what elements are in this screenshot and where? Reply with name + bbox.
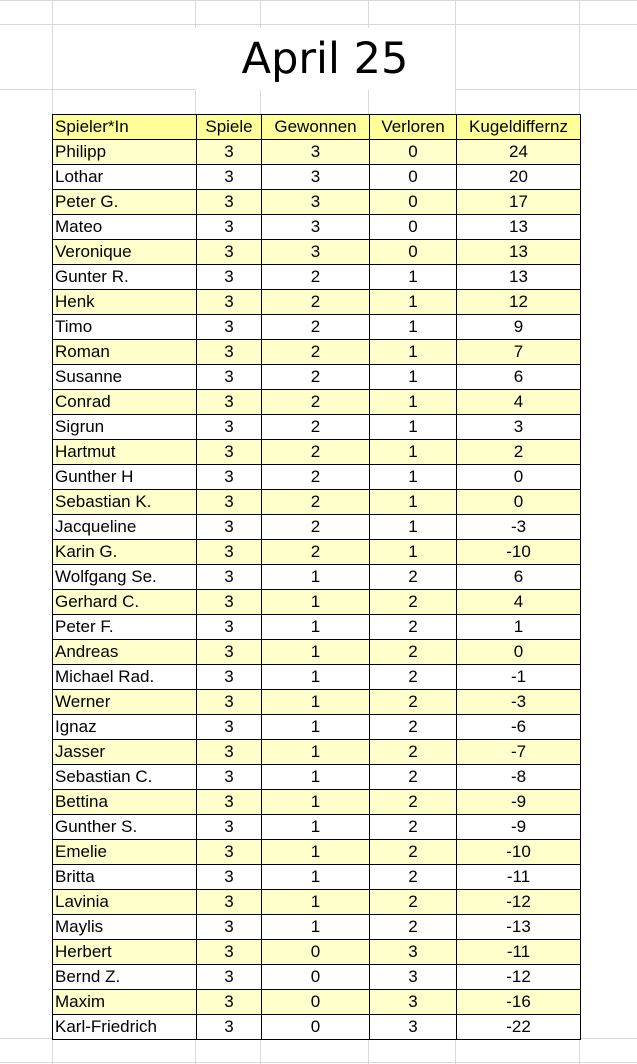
ball-difference-cell[interactable]: -3 bbox=[457, 690, 581, 715]
header-cell-gewonnen[interactable]: Gewonnen bbox=[262, 115, 370, 140]
won-cell[interactable]: 0 bbox=[262, 940, 370, 965]
table-row bbox=[53, 390, 581, 415]
lost-cell[interactable]: 1 bbox=[370, 390, 457, 415]
player-name-cell[interactable]: Maxim bbox=[53, 990, 197, 1015]
table-row bbox=[53, 365, 581, 390]
player-name-cell[interactable]: Hartmut bbox=[53, 440, 197, 465]
header-row bbox=[53, 115, 581, 140]
games-cell[interactable]: 3 bbox=[197, 890, 262, 915]
table-row bbox=[53, 340, 581, 365]
table-row bbox=[53, 565, 581, 590]
games-cell[interactable]: 3 bbox=[197, 590, 262, 615]
games-cell[interactable]: 3 bbox=[197, 815, 262, 840]
lost-cell[interactable]: 1 bbox=[370, 415, 457, 440]
games-cell[interactable]: 3 bbox=[197, 240, 262, 265]
won-cell[interactable]: 2 bbox=[262, 315, 370, 340]
table-row bbox=[53, 165, 581, 190]
won-cell[interactable]: 3 bbox=[262, 165, 370, 190]
ball-difference-cell[interactable]: -12 bbox=[457, 965, 581, 990]
table-row bbox=[53, 715, 581, 740]
games-cell[interactable]: 3 bbox=[197, 665, 262, 690]
player-name-cell[interactable]: Mateo bbox=[53, 215, 197, 240]
player-name-cell[interactable]: Gunther H bbox=[53, 465, 197, 490]
won-cell[interactable]: 1 bbox=[262, 840, 370, 865]
standings-body bbox=[53, 140, 581, 1040]
ball-difference-cell[interactable]: 12 bbox=[457, 290, 581, 315]
ball-difference-cell[interactable]: 4 bbox=[457, 590, 581, 615]
table-row bbox=[53, 865, 581, 890]
lost-cell[interactable]: 2 bbox=[370, 740, 457, 765]
table-row bbox=[53, 615, 581, 640]
table-row bbox=[53, 290, 581, 315]
games-cell[interactable]: 3 bbox=[197, 715, 262, 740]
player-name-cell[interactable]: Sebastian C. bbox=[53, 765, 197, 790]
ball-difference-cell[interactable]: 17 bbox=[457, 190, 581, 215]
gridline bbox=[0, 1062, 637, 1063]
ball-difference-cell[interactable]: 6 bbox=[457, 565, 581, 590]
table-row bbox=[53, 640, 581, 665]
player-name-cell[interactable]: Jacqueline bbox=[53, 515, 197, 540]
lost-cell[interactable]: 1 bbox=[370, 315, 457, 340]
games-cell[interactable]: 3 bbox=[197, 915, 262, 940]
lost-cell[interactable]: 3 bbox=[370, 965, 457, 990]
games-cell[interactable]: 3 bbox=[197, 865, 262, 890]
games-cell[interactable]: 3 bbox=[197, 165, 262, 190]
table-row bbox=[53, 765, 581, 790]
lost-cell[interactable]: 2 bbox=[370, 565, 457, 590]
lost-cell[interactable]: 1 bbox=[370, 515, 457, 540]
games-cell[interactable]: 3 bbox=[197, 215, 262, 240]
ball-difference-cell[interactable]: -10 bbox=[457, 840, 581, 865]
table-row bbox=[53, 665, 581, 690]
table-row bbox=[53, 965, 581, 990]
games-cell[interactable]: 3 bbox=[197, 615, 262, 640]
won-cell[interactable]: 0 bbox=[262, 990, 370, 1015]
won-cell[interactable]: 2 bbox=[262, 340, 370, 365]
ball-difference-cell[interactable]: -22 bbox=[457, 1015, 581, 1040]
ball-difference-cell[interactable]: -12 bbox=[457, 890, 581, 915]
ball-difference-cell[interactable]: 0 bbox=[457, 465, 581, 490]
lost-cell[interactable]: 2 bbox=[370, 915, 457, 940]
ball-difference-cell[interactable]: 6 bbox=[457, 365, 581, 390]
table-row bbox=[53, 465, 581, 490]
ball-difference-cell[interactable]: -7 bbox=[457, 740, 581, 765]
ball-difference-cell[interactable]: 20 bbox=[457, 165, 581, 190]
games-cell[interactable]: 3 bbox=[197, 290, 262, 315]
won-cell[interactable]: 3 bbox=[262, 215, 370, 240]
games-cell[interactable]: 3 bbox=[197, 440, 262, 465]
table-row bbox=[53, 490, 581, 515]
table-row bbox=[53, 315, 581, 340]
player-name-cell[interactable]: Jasser bbox=[53, 740, 197, 765]
won-cell[interactable]: 2 bbox=[262, 265, 370, 290]
ball-difference-cell[interactable]: -16 bbox=[457, 990, 581, 1015]
table-row bbox=[53, 440, 581, 465]
ball-difference-cell[interactable]: -11 bbox=[457, 940, 581, 965]
games-cell[interactable]: 3 bbox=[197, 340, 262, 365]
lost-cell[interactable]: 3 bbox=[370, 940, 457, 965]
table-row bbox=[53, 840, 581, 865]
player-name-cell[interactable]: Bettina bbox=[53, 790, 197, 815]
lost-cell[interactable]: 0 bbox=[370, 140, 457, 165]
header-cell-spieler[interactable]: Spieler*In bbox=[53, 115, 197, 140]
player-name-cell[interactable]: Conrad bbox=[53, 390, 197, 415]
won-cell[interactable]: 1 bbox=[262, 915, 370, 940]
table-row bbox=[53, 940, 581, 965]
gridline bbox=[0, 0, 637, 1]
player-name-cell[interactable]: Henk bbox=[53, 290, 197, 315]
lost-cell[interactable]: 1 bbox=[370, 265, 457, 290]
player-name-cell[interactable]: Ignaz bbox=[53, 715, 197, 740]
player-name-cell[interactable]: Veronique bbox=[53, 240, 197, 265]
games-cell[interactable]: 3 bbox=[197, 740, 262, 765]
player-name-cell[interactable]: Wolfgang Se. bbox=[53, 565, 197, 590]
lost-cell[interactable]: 2 bbox=[370, 815, 457, 840]
table-row bbox=[53, 915, 581, 940]
lost-cell[interactable]: 1 bbox=[370, 440, 457, 465]
player-name-cell[interactable]: Philipp bbox=[53, 140, 197, 165]
lost-cell[interactable]: 2 bbox=[370, 615, 457, 640]
ball-difference-cell[interactable]: -6 bbox=[457, 715, 581, 740]
ball-difference-cell[interactable]: 3 bbox=[457, 415, 581, 440]
won-cell[interactable]: 2 bbox=[262, 440, 370, 465]
lost-cell[interactable]: 2 bbox=[370, 665, 457, 690]
games-cell[interactable]: 3 bbox=[197, 540, 262, 565]
player-name-cell[interactable]: Sebastian K. bbox=[53, 490, 197, 515]
table-row bbox=[53, 215, 581, 240]
won-cell[interactable]: 1 bbox=[262, 615, 370, 640]
table-row bbox=[53, 415, 581, 440]
player-name-cell[interactable]: Maylis bbox=[53, 915, 197, 940]
player-name-cell[interactable]: Britta bbox=[53, 865, 197, 890]
ball-difference-cell[interactable]: 0 bbox=[457, 490, 581, 515]
games-cell[interactable]: 3 bbox=[197, 515, 262, 540]
lost-cell[interactable]: 2 bbox=[370, 840, 457, 865]
lost-cell[interactable]: 1 bbox=[370, 340, 457, 365]
games-cell[interactable]: 3 bbox=[197, 415, 262, 440]
player-name-cell[interactable]: Karin G. bbox=[53, 540, 197, 565]
lost-cell[interactable]: 3 bbox=[370, 990, 457, 1015]
table-row bbox=[53, 515, 581, 540]
won-cell[interactable]: 1 bbox=[262, 715, 370, 740]
header-cell-verloren[interactable]: Verloren bbox=[370, 115, 457, 140]
games-cell[interactable]: 3 bbox=[197, 315, 262, 340]
won-cell[interactable]: 3 bbox=[262, 240, 370, 265]
player-name-cell[interactable]: Roman bbox=[53, 340, 197, 365]
player-name-cell[interactable]: Karl-Friedrich bbox=[53, 1015, 197, 1040]
lost-cell[interactable]: 0 bbox=[370, 240, 457, 265]
won-cell[interactable]: 1 bbox=[262, 790, 370, 815]
table-row bbox=[53, 690, 581, 715]
lost-cell[interactable]: 2 bbox=[370, 590, 457, 615]
table-row bbox=[53, 990, 581, 1015]
ball-difference-cell[interactable]: 24 bbox=[457, 140, 581, 165]
header-cell-kugeldifferenz[interactable]: Kugeldiffernz bbox=[457, 115, 581, 140]
table-row bbox=[53, 190, 581, 215]
lost-cell[interactable]: 2 bbox=[370, 865, 457, 890]
won-cell[interactable]: 2 bbox=[262, 365, 370, 390]
games-cell[interactable]: 3 bbox=[197, 265, 262, 290]
games-cell[interactable]: 3 bbox=[197, 490, 262, 515]
won-cell[interactable]: 2 bbox=[262, 465, 370, 490]
won-cell[interactable]: 2 bbox=[262, 540, 370, 565]
lost-cell[interactable]: 2 bbox=[370, 765, 457, 790]
won-cell[interactable]: 0 bbox=[262, 1015, 370, 1040]
ball-difference-cell[interactable]: -10 bbox=[457, 540, 581, 565]
table-row bbox=[53, 140, 581, 165]
won-cell[interactable]: 1 bbox=[262, 865, 370, 890]
games-cell[interactable]: 3 bbox=[197, 390, 262, 415]
ball-difference-cell[interactable]: 7 bbox=[457, 340, 581, 365]
games-cell[interactable]: 3 bbox=[197, 990, 262, 1015]
player-name-cell[interactable]: Sigrun bbox=[53, 415, 197, 440]
won-cell[interactable]: 1 bbox=[262, 565, 370, 590]
won-cell[interactable]: 2 bbox=[262, 490, 370, 515]
won-cell[interactable]: 1 bbox=[262, 690, 370, 715]
lost-cell[interactable]: 0 bbox=[370, 190, 457, 215]
won-cell[interactable]: 1 bbox=[262, 765, 370, 790]
won-cell[interactable]: 1 bbox=[262, 890, 370, 915]
ball-difference-cell[interactable]: 4 bbox=[457, 390, 581, 415]
games-cell[interactable]: 3 bbox=[197, 465, 262, 490]
gridline bbox=[0, 24, 637, 25]
lost-cell[interactable]: 0 bbox=[370, 165, 457, 190]
won-cell[interactable]: 1 bbox=[262, 740, 370, 765]
won-cell[interactable]: 2 bbox=[262, 515, 370, 540]
games-cell[interactable]: 3 bbox=[197, 765, 262, 790]
player-name-cell[interactable]: Emelie bbox=[53, 840, 197, 865]
standings-table bbox=[52, 114, 581, 1040]
table-row bbox=[53, 590, 581, 615]
player-name-cell[interactable]: Werner bbox=[53, 690, 197, 715]
table-row bbox=[53, 265, 581, 290]
lost-cell[interactable]: 2 bbox=[370, 790, 457, 815]
won-cell[interactable]: 0 bbox=[262, 965, 370, 990]
player-name-cell[interactable]: Peter G. bbox=[53, 190, 197, 215]
won-cell[interactable]: 1 bbox=[262, 640, 370, 665]
lost-cell[interactable]: 2 bbox=[370, 715, 457, 740]
ball-difference-cell[interactable]: 13 bbox=[457, 265, 581, 290]
ball-difference-cell[interactable]: 9 bbox=[457, 315, 581, 340]
table-row bbox=[53, 740, 581, 765]
header-cell-spiele[interactable]: Spiele bbox=[197, 115, 262, 140]
player-name-cell[interactable]: Bernd Z. bbox=[53, 965, 197, 990]
ball-difference-cell[interactable]: 13 bbox=[457, 240, 581, 265]
won-cell[interactable]: 2 bbox=[262, 390, 370, 415]
lost-cell[interactable]: 1 bbox=[370, 365, 457, 390]
player-name-cell[interactable]: Susanne bbox=[53, 365, 197, 390]
games-cell[interactable]: 3 bbox=[197, 365, 262, 390]
player-name-cell[interactable]: Gunther S. bbox=[53, 815, 197, 840]
player-name-cell[interactable]: Timo bbox=[53, 315, 197, 340]
player-name-cell[interactable]: Andreas bbox=[53, 640, 197, 665]
won-cell[interactable]: 3 bbox=[262, 190, 370, 215]
games-cell[interactable]: 3 bbox=[197, 1015, 262, 1040]
games-cell[interactable]: 3 bbox=[197, 940, 262, 965]
ball-difference-cell[interactable]: -9 bbox=[457, 815, 581, 840]
won-cell[interactable]: 1 bbox=[262, 665, 370, 690]
lost-cell[interactable]: 2 bbox=[370, 890, 457, 915]
player-name-cell[interactable]: Gunter R. bbox=[53, 265, 197, 290]
won-cell[interactable]: 1 bbox=[262, 815, 370, 840]
ball-difference-cell[interactable]: -8 bbox=[457, 765, 581, 790]
won-cell[interactable]: 2 bbox=[262, 415, 370, 440]
lost-cell[interactable]: 0 bbox=[370, 215, 457, 240]
games-cell[interactable]: 3 bbox=[197, 690, 262, 715]
lost-cell[interactable]: 2 bbox=[370, 690, 457, 715]
lost-cell[interactable]: 1 bbox=[370, 490, 457, 515]
ball-difference-cell[interactable]: -1 bbox=[457, 665, 581, 690]
ball-difference-cell[interactable]: -9 bbox=[457, 790, 581, 815]
player-name-cell[interactable]: Lavinia bbox=[53, 890, 197, 915]
ball-difference-cell[interactable]: 2 bbox=[457, 440, 581, 465]
table-row bbox=[53, 540, 581, 565]
ball-difference-cell[interactable]: -13 bbox=[457, 915, 581, 940]
won-cell[interactable]: 1 bbox=[262, 590, 370, 615]
lost-cell[interactable]: 1 bbox=[370, 540, 457, 565]
won-cell[interactable]: 2 bbox=[262, 290, 370, 315]
player-name-cell[interactable]: Gerhard C. bbox=[53, 590, 197, 615]
games-cell[interactable]: 3 bbox=[197, 140, 262, 165]
won-cell[interactable]: 3 bbox=[262, 140, 370, 165]
ball-difference-cell[interactable]: -3 bbox=[457, 515, 581, 540]
player-name-cell[interactable]: Herbert bbox=[53, 940, 197, 965]
games-cell[interactable]: 3 bbox=[197, 790, 262, 815]
player-name-cell[interactable]: Peter F. bbox=[53, 615, 197, 640]
sheet-title[interactable]: April 25 bbox=[195, 28, 455, 90]
table-row bbox=[53, 790, 581, 815]
ball-difference-cell[interactable]: -11 bbox=[457, 865, 581, 890]
ball-difference-cell[interactable]: 13 bbox=[457, 215, 581, 240]
lost-cell[interactable]: 2 bbox=[370, 640, 457, 665]
games-cell[interactable]: 3 bbox=[197, 190, 262, 215]
lost-cell[interactable]: 1 bbox=[370, 290, 457, 315]
ball-difference-cell[interactable]: 1 bbox=[457, 615, 581, 640]
ball-difference-cell[interactable]: 0 bbox=[457, 640, 581, 665]
games-cell[interactable]: 3 bbox=[197, 965, 262, 990]
lost-cell[interactable]: 1 bbox=[370, 465, 457, 490]
games-cell[interactable]: 3 bbox=[197, 640, 262, 665]
table-row bbox=[53, 240, 581, 265]
games-cell[interactable]: 3 bbox=[197, 840, 262, 865]
table-row bbox=[53, 815, 581, 840]
player-name-cell[interactable]: Michael Rad. bbox=[53, 665, 197, 690]
player-name-cell[interactable]: Lothar bbox=[53, 165, 197, 190]
games-cell[interactable]: 3 bbox=[197, 565, 262, 590]
table-row bbox=[53, 1015, 581, 1040]
table-row bbox=[53, 890, 581, 915]
lost-cell[interactable]: 3 bbox=[370, 1015, 457, 1040]
